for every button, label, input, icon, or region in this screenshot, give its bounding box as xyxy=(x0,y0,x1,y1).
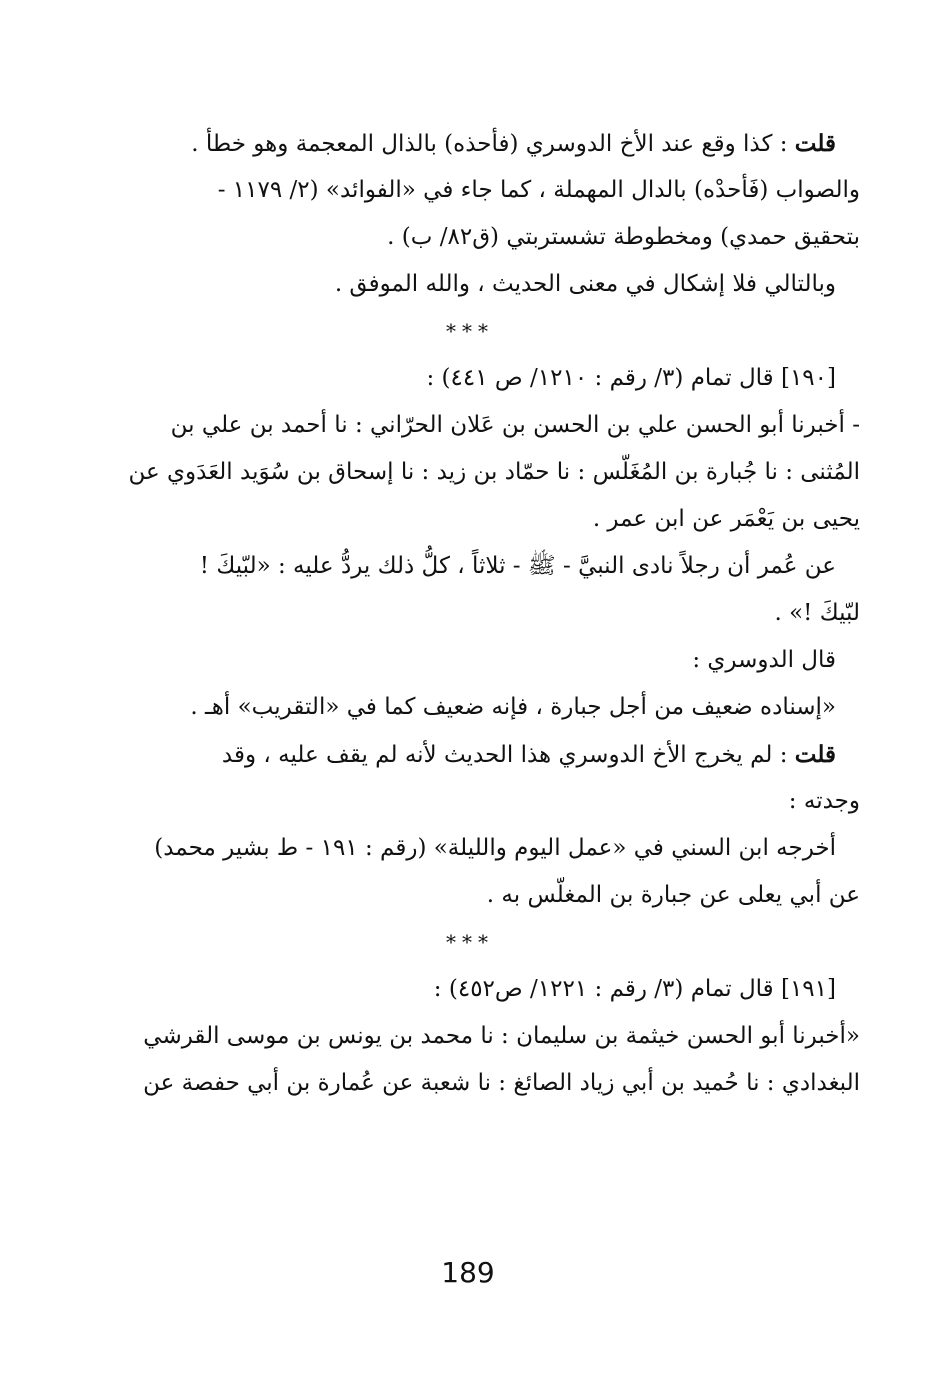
commentary-line: وجدته : xyxy=(788,788,860,814)
paragraph-line: والصواب (فَأحدْه) بالدال المهملة ، كما جاء في «الفوائد» (٢/ ١١٧٩ - xyxy=(217,177,860,203)
hadith-line: المُثنى : نا جُبارة بن المُغَلّس : نا حمّاد بن زيد : نا إسحاق بن سُوَيد العَدَوي عن xyxy=(128,459,860,485)
entry-heading: [١٩١] قال تمام (٣/ رقم : ١٢٢١/ ص٤٥٢) : xyxy=(433,976,836,1002)
note-lead: قلت xyxy=(794,130,836,157)
hadith-line: «أخبرنا أبو الحسن خيثمة بن سليمان : نا محمد بن يونس بن موسى القرشي xyxy=(143,1023,860,1049)
page-number: 189 xyxy=(441,1256,495,1289)
commentary-line xyxy=(80,731,860,778)
entry-heading: [١٩٠] قال تمام (٣/ رقم : ١٢١٠/ ص ٤٤١) : xyxy=(426,365,836,391)
page-body xyxy=(80,120,860,1107)
hadith-line: البغدادي : نا حُميد بن أبي زياد الصائغ : نا شعبة عن عُمارة بن أبي حفصة عن xyxy=(143,1070,860,1096)
hadith-line: يحيى بن يَعْمَر عن ابن عمر . xyxy=(592,506,860,532)
hadith-line: لبّيكَ !» . xyxy=(774,600,860,626)
paragraph-line: بتحقيق حمدي) ومخطوطة تشستربتي (ق٨٢/ ب) . xyxy=(387,224,860,250)
section-separator: *** xyxy=(446,930,494,954)
commentary-line: قال الدوسري : xyxy=(692,647,836,673)
text-run: : لم يخرج الأخ الدوسري هذا الحديث لأنه لم يقف عليه ، وقد xyxy=(221,742,795,768)
paragraph-line xyxy=(80,120,860,167)
note-lead: قلت xyxy=(794,741,836,768)
commentary-line: «إسناده ضعيف من أجل جبارة ، فإنه ضعيف كما في «التقريب» أهـ . xyxy=(190,694,836,720)
commentary-line: أخرجه ابن السني في «عمل اليوم والليلة» (رقم : ١٩١ - ط بشير محمد) xyxy=(154,835,836,861)
paragraph-line: وبالتالي فلا إشكال في معنى الحديث ، والله الموفق . xyxy=(334,271,836,297)
hadith-line: عن عُمر أن رجلاً نادى النبيَّ - ﷺ - ثلاثاً ، كلُّ ذلك يردُّ عليه : «لبّيكَ ! xyxy=(199,553,836,579)
text-run: : كذا وقع عند الأخ الدوسري (فأحذه) بالذال المعجمة وهو خطأ . xyxy=(191,131,795,157)
commentary-line: عن أبي يعلى عن جبارة بن المغلّس به . xyxy=(486,882,860,908)
hadith-line: - أخبرنا أبو الحسن علي بن الحسن بن عَلان الحرّاني : نا أحمد بن علي بن xyxy=(170,412,860,438)
section-separator: *** xyxy=(446,319,494,343)
